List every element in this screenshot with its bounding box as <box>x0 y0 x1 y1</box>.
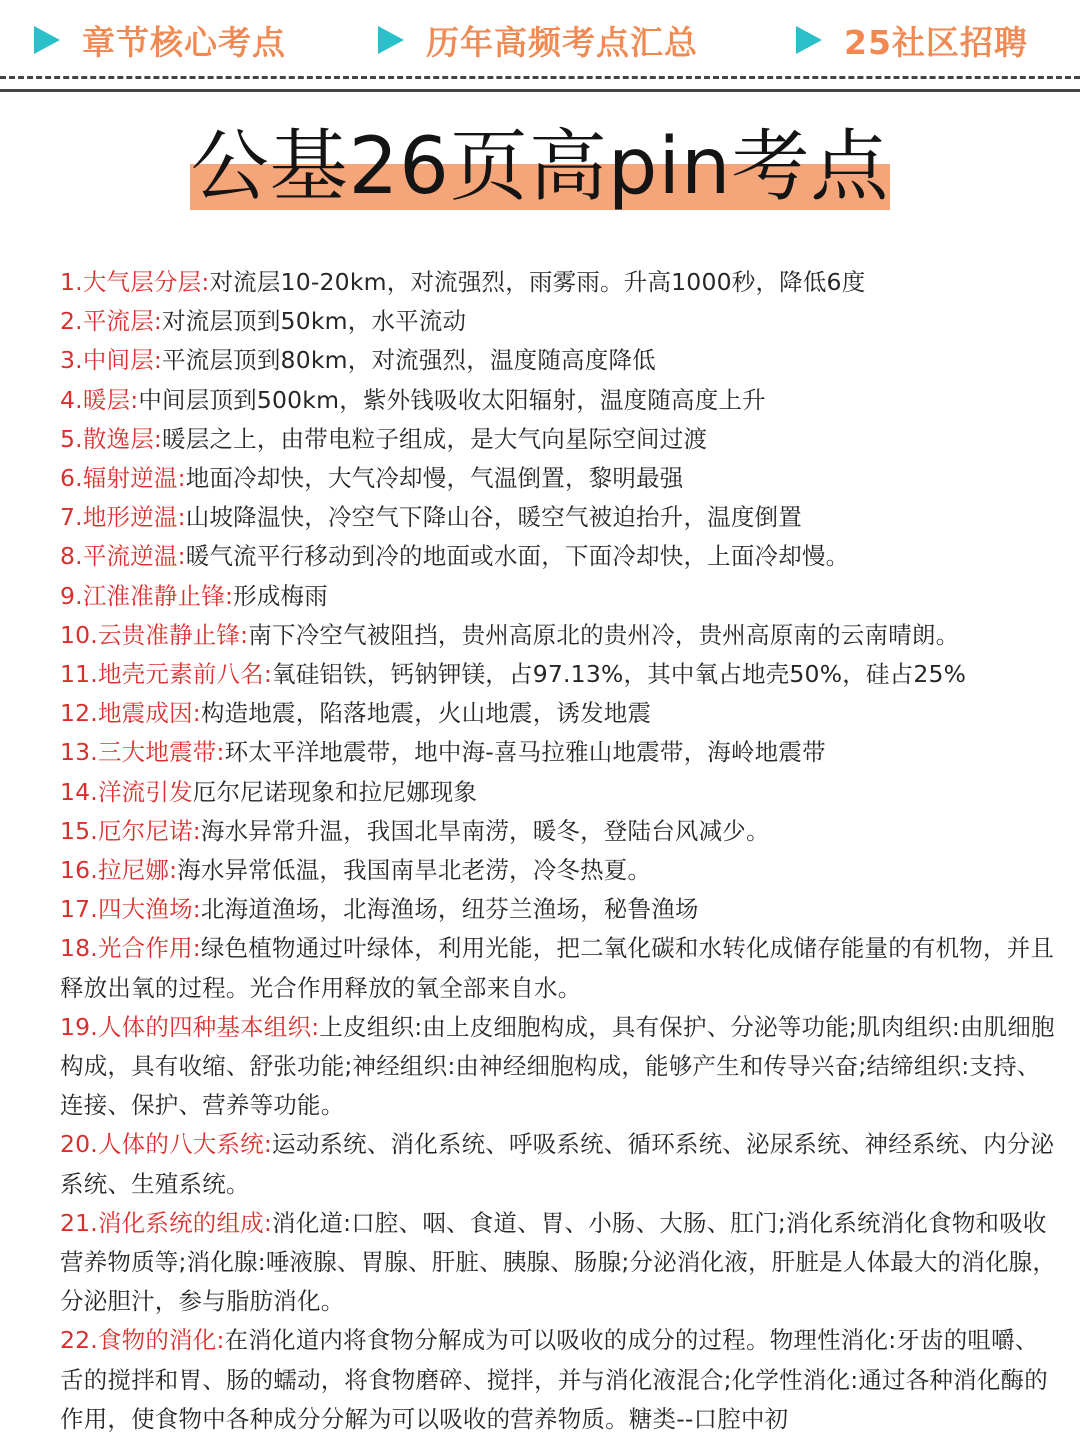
key-point-term: 7.地形逆温: <box>60 503 186 532</box>
key-point-item <box>60 537 1060 576</box>
key-point-item <box>60 773 1060 812</box>
key-point-term: 4.暖层: <box>60 385 139 414</box>
key-point-term: 18.光合作用: <box>60 934 201 963</box>
key-point-text: 海水异常升温，我国北旱南涝，暖冬，登陆台风减少。 <box>200 816 770 845</box>
key-point-text: 山坡降温快，冷空气下降山谷，暖空气被迫抬升，温度倒置 <box>185 503 802 532</box>
key-point-term: 20.人体的八大系统: <box>60 1130 272 1159</box>
key-point-item <box>60 929 1060 1007</box>
key-point-item <box>60 498 1060 537</box>
nav-item-community-recruitment[interactable] <box>796 14 1028 66</box>
dashed-divider <box>0 76 1080 79</box>
key-point-item <box>60 694 1060 733</box>
play-triangle-icon <box>378 26 404 54</box>
key-point-item <box>60 341 1060 380</box>
key-point-text: 平流层顶到80km，对流强烈，温度随高度降低 <box>162 346 656 375</box>
key-point-term: 8.平流逆温: <box>60 542 186 571</box>
key-point-term: 16.拉尼娜: <box>60 856 178 885</box>
key-point-term: 9.江淮准静止锋: <box>60 581 234 610</box>
key-point-item <box>60 459 1060 498</box>
key-point-text: 上皮组织:由上皮细胞构成，具有保护、分泌等功能;肌肉组织:由肌细胞构成，具有收缩、舒张功能;神经组织:由神经细胞构成，能够产生和传导兴奋;结缔组织:支持、连接、保护、营养等功能。 <box>60 1012 1055 1120</box>
key-point-term: 17.四大渔场: <box>60 895 201 924</box>
play-triangle-icon <box>34 26 60 54</box>
key-point-term: 6.辐射逆温: <box>60 464 186 493</box>
key-point-text: 环太平洋地震带，地中海-喜马拉雅山地震带，海岭地震带 <box>224 738 826 767</box>
page-title: 公基26页高pin考点 <box>190 122 890 212</box>
nav-item-label: 章节核心考点 <box>82 22 286 62</box>
key-point-term: 2.平流层: <box>60 307 163 336</box>
key-point-text: 暖气流平行移动到冷的地面或水面，下面冷却快，上面冷却慢。 <box>185 542 850 571</box>
key-point-item <box>60 733 1060 772</box>
key-point-text: 厄尔尼诺现象和拉尼娜现象 <box>192 777 478 806</box>
key-point-item <box>60 812 1060 851</box>
key-point-item <box>60 381 1060 420</box>
key-point-item <box>60 655 1060 694</box>
key-point-text: 消化道:口腔、咽、食道、胃、小肠、大肠、肛门;消化系统消化食物和吸收营养物质等;消化腺:唾液腺、胃腺、肝脏、胰腺、肠腺;分泌消化液，肝脏是人体最大的消化腺，分泌胆汁，参与脂肪消化。 <box>60 1208 1057 1316</box>
key-point-text: 北海道渔场，北海渔场，纽芬兰渔场，秘鲁渔场 <box>200 895 699 924</box>
key-point-term: 14.洋流引发 <box>60 777 193 806</box>
key-point-text: 暖层之上，由带电粒子组成，是大气向星际空间过渡 <box>162 424 708 453</box>
key-point-text: 对流层10-20km，对流强烈，雨雾雨。升高1000秒，降低6度 <box>209 268 866 296</box>
key-point-item <box>60 420 1060 459</box>
key-point-text: 形成梅雨 <box>233 581 328 610</box>
play-triangle-icon <box>796 26 822 54</box>
key-point-item <box>60 851 1060 890</box>
key-point-text: 地面冷却快，大气冷却慢，气温倒置，黎明最强 <box>185 464 684 493</box>
solid-divider <box>0 89 1080 92</box>
key-point-item <box>60 263 1060 302</box>
key-point-text: 构造地震，陷落地震，火山地震，诱发地震 <box>200 699 652 728</box>
key-point-term: 11.地壳元素前八名: <box>60 660 272 689</box>
title-block <box>0 118 1080 228</box>
key-point-term: 19.人体的四种基本组织: <box>60 1012 320 1041</box>
key-point-text: 中间层顶到500km，紫外钱吸收太阳辐射，温度随高度上升 <box>138 385 766 414</box>
key-point-text: 在消化道内将食物分解成为可以吸收的成分的过程。物理性消化:牙齿的咀嚼、舌的搅拌和胃、肠的蠕动，将食物磨碎、搅拌，并与消化液混合;化学性消化:通过各种消化酶的作用，使食物中各种成分分解为可以吸收的营养物质。糖类--口腔中初 <box>60 1326 1048 1433</box>
key-point-term: 22.食物的消化: <box>60 1326 225 1355</box>
key-point-item <box>60 616 1060 655</box>
key-point-term: 12.地震成因: <box>60 699 201 728</box>
key-point-text: 对流层顶到50km，水平流动 <box>162 307 467 336</box>
key-point-term: 1.大气层分层: <box>60 268 210 296</box>
key-points-list <box>60 263 1060 1439</box>
key-point-item <box>60 1321 1060 1439</box>
key-point-item <box>60 1204 1060 1322</box>
key-point-term: 15.厄尔尼诺: <box>60 816 201 845</box>
key-point-item <box>60 1125 1060 1203</box>
key-point-item <box>60 577 1060 616</box>
key-point-item <box>60 302 1060 341</box>
key-point-term: 10.云贵准静止锋: <box>60 620 249 649</box>
key-point-text: 氧硅铝铁，钙钠钾镁，占97.13%，其中氧占地壳50%，硅占25% <box>272 660 967 689</box>
nav-item-label: 历年高频考点汇总 <box>426 22 698 62</box>
nav-item-chapter-points[interactable] <box>34 14 286 66</box>
key-point-term: 21.消化系统的组成: <box>60 1208 272 1237</box>
nav-item-label: 25社区招聘 <box>844 22 1028 62</box>
key-point-text: 绿色植物通过叶绿体，利用光能，把二氧化碳和水转化成储存能量的有机物，并且释放出氧的过程。光合作用释放的氧全部来自水。 <box>60 934 1055 1002</box>
key-point-text: 运动系统、消化系统、呼吸系统、循环系统、泌尿系统、神经系统、内分泌系统、生殖系统。 <box>60 1130 1055 1198</box>
key-point-text: 南下冷空气被阻挡，贵州高原北的贵州冷，贵州高原南的云南晴朗。 <box>248 620 960 649</box>
key-point-term: 5.散逸层: <box>60 424 163 453</box>
top-nav <box>0 0 1080 82</box>
key-point-item <box>60 890 1060 929</box>
nav-item-past-high-frequency[interactable] <box>378 14 698 66</box>
key-point-term: 13.三大地震带: <box>60 738 225 767</box>
key-point-item <box>60 1008 1060 1126</box>
key-point-term: 3.中间层: <box>60 346 163 375</box>
key-point-text: 海水异常低温，我国南旱北老涝，冷冬热夏。 <box>177 856 652 885</box>
